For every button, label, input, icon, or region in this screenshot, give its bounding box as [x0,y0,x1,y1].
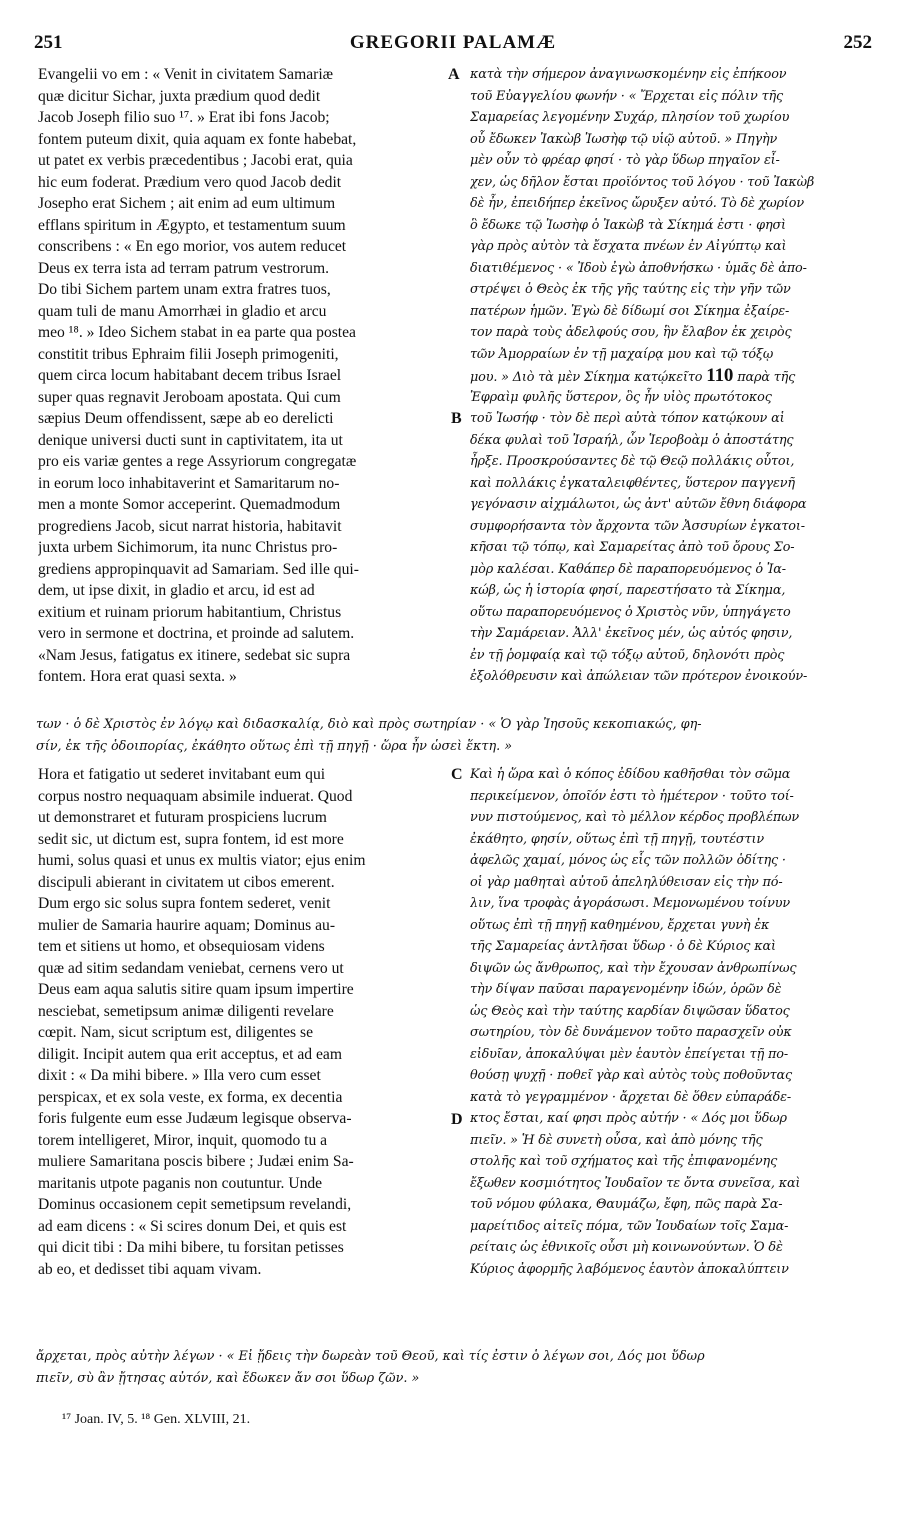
text-line: μου. » Διὸ τὰ μὲν Σίκημα κατῴκεῖτο 110 παρὰ τῆς [470,365,796,386]
left-page-number: 251 [34,32,63,53]
full-width-greek-top [36,714,886,757]
text-line: σίν, ἐκ τῆς ὁδοιπορίας, ἐκάθητο οὕτως ἐπὶ τῇ πηγῇ · ὥρα ἦν ὡσεὶ ἕκτη. » [36,738,513,754]
text-line: στολῆς καὶ τοῦ σχήματος καὶ τῆς ἐπιφανομένης [470,1154,778,1169]
text-line: οἱ γὰρ μαθηταὶ αὐτοῦ ἀπεληλύθεισαν εἰς τὴν πό- [470,874,783,890]
text-line: Deus eam aqua salutis sitire quam ipsum impertire [38,981,354,998]
text-line: Ἐφραὶμ φυλῆς ὕστερον, ὃς ἦν υἱὸς πρωτότοκος [470,389,772,405]
text-line: ἐν τῇ ῥομφαίᾳ καὶ τῷ τόξῳ αὐτοῦ, δηλονότι πρὸς [470,647,785,663]
text-line: πιεῖν, σὺ ἂν ᾔτησας αὐτόν, καὶ ἔδωκεν ἄν σοι ὕδωρ ζῶν. » [36,1370,420,1386]
text-line: maritanis utpote paganis non coutuntur. Unde [38,1174,323,1192]
text-line: θούσῃ ψυχῇ · ποθεῖ γὰρ καὶ αὐτὸς τοὺς ποθοῦντας [470,1068,793,1083]
text-line: μὲν οὖν τὸ φρέαρ φησί · τὸ γὰρ ὕδωρ πηγαῖον εἶ- [470,153,780,168]
text-line: sæpius Deum offendissent, sæpe ab eo derelicti [38,410,334,427]
text-line: ad eam dicens : « Si scires donum Dei, et quis est [38,1217,347,1235]
margin-marker-d: D [451,1111,463,1128]
text-line: fontem. Hora erat quasi sexta. » [38,668,237,685]
text-line: ἐκάθητο, φησίν, οὕτως ἐπὶ τῇ πηγῇ, τουτέστιν [470,831,764,847]
text-line: sedit sic, ut dictum est, supra fontem, id est more [38,830,344,848]
text-line: ὃ ἔδωκε τῷ Ἰωσὴφ ὁ Ἰακὼβ τὰ Σίκημά ἐστι · φησὶ [470,217,786,233]
text-line: qui dicit tibi : Da mihi bibere, tu forsitan petisses [38,1239,344,1256]
text-line: tem et sitiens ut homo, et obsequiosam videns [38,938,325,955]
text-line: foris fulgente eum esse Judæum legisque observa- [38,1110,352,1127]
text-line: dem, ut ipse dixit, in gladio et arcu, id est ad [38,582,315,599]
text-line: progrediens Jacob, sicut narrat historia, habitavit [38,517,342,535]
text-line: δὲ ἦν, ἐπειδήπερ ἐκεῖνος ὤρυξεν αὐτό. Τὸ δὲ χωρίον [470,196,804,211]
text-line: μαρείτιδος αἰτεῖς πόμα, τῶν Ἰουδαίων τοῖς Σαμα- [470,1218,789,1234]
text-line: ὡς Θεὸς καὶ τὴν ταύτης καρδίαν διψῶσαν ὕδατος [470,1003,790,1019]
text-line: ab eo, et dedisset tibi aquam vivam. [38,1260,262,1278]
text-line: hic eum foderat. Prædium vero quod Jacob dedit [38,173,342,191]
text-line: τῆς Σαμαρείας ἀντλῆσαι ὕδωρ · ὁ δὲ Κύριος καὶ [470,939,776,954]
text-line: συμφορήσαντα τὸν ἄρχοντα τῶν Ἀσσυρίων ἐγκατοι- [470,518,805,534]
footnote: ¹⁷ Joan. IV, 5. ¹⁸ Gen. XLVIII, 21. [62,1412,251,1427]
margin-marker-c: C [451,766,463,783]
text-line: quem circa locum habitabant decem tribus Israel [38,367,342,384]
right-page-number: 252 [843,32,872,53]
text-line: quæ ad sitim sedandam veniebat, cernens vero ut [38,959,344,977]
text-line: corpus nostro nequaquam absimile induerat. Quod [38,787,353,805]
text-line: νυν πιστούμενος, καὶ τὸ μέλλον κέρδος προβλέπων [470,810,800,825]
text-line: Evangelii vo em : « Venit in civitatem Samariæ [38,66,334,83]
text-line: ut demonstraret et futuram prospiciens lucrum [38,809,327,826]
text-line: οὗ ἔδωκεν Ἰακὼβ Ἰωσὴφ τῷ υἱῷ αὐτοῦ. » Πηγὴν [470,131,778,147]
text-line: fontem puteum dixit, quia aquam ex fonte habebat, [38,130,357,148]
text-line: Deus ex terra ista ad terram patrum vestrorum. [38,259,329,277]
text-line: nesciebat, semetipsum animæ diligenti revelare [38,1002,334,1020]
text-line: Josepho erat Sichem ; ait enim ad eum ultimum [38,195,336,212]
text-line: τοῦ Εὐαγγελίου φωνήν · « Ἔρχεται εἰς πόλιν τῆς [470,88,784,104]
text-line: διατιθέμενος · « Ἰδοὺ ἐγὼ ἀποθνήσκω · ὑμᾶς δὲ ἀπο- [470,260,807,276]
text-line: ἐξολόθρευσιν καὶ ἀπώλειαν τῶν πρότερον ἐνοικούν- [470,669,808,684]
text-line: ρείταις ὡς ἐθνικοῖς οὖσι μὴ κοινωνούντων. Ὁ δὲ [470,1240,783,1255]
text-line: quæ dicitur Sichar, juxta prædium quod dedit [38,87,321,105]
text-line: γὰρ πρὸς αὐτὸν τὰ ἔσχατα πνέων ἐν Αἰγύπτῳ καὶ [470,239,787,254]
text-line: εἰδυῖαν, ἀποκαλύψαι μὲν ἑαυτὸν ἐπείγεται τῇ πο- [470,1046,789,1062]
text-line: «Nam Jesus, fatigatus ex itinere, sedebat sic supra [38,646,351,664]
text-line: Σαμαρείας λεγομένην Συχάρ, πλησίον τοῦ χωρίου [470,110,790,125]
text-line: Jacob Joseph filio suo ¹⁷. » Erat ibi fons Jacob; [38,109,330,126]
running-title: GREGORII PALAMÆ [349,32,557,53]
text-line: κῆσαι τῷ τόπῳ, καὶ Σαμαρείτας ἀπὸ τοῦ ὄρους Σο- [470,540,795,555]
text-line: Dominus occasionem cepit semetipsum revelandi, [38,1196,352,1213]
text-line: λιν, ἵνα τροφὰς ἀγοράσωσι. Μεμονωμένου τοίνυν [470,896,791,911]
text-line: diligit. Incipit autem qua erit acceptus, et ad eam [38,1045,342,1063]
text-line: τὴν δίψαν παῦσαι παραγενομένην ἰδών, ὁρῶν δὲ [470,982,782,997]
text-line: ἦρξε. Προσκρούσαντες δὲ τῷ Θεῷ πολλάκις οὗτοι, [470,454,795,469]
text-line: οὕτω παραπορευόμενος ὁ Χριστὸς νῦν, ὑπηγάγετο [470,604,791,620]
text-line: τὴν Σαμάρειαν. Ἀλλ' ἐκεῖνος μέν, ὡς αὐτός φησιν, [470,626,793,641]
text-line: στρέψει ὁ Θεὸς ἐκ τῆς γῆς ταύτης εἰς τὴν γῆν τῶν [470,282,791,297]
text-line: in eorum loco inhabitaverint et Samaritarum no- [38,474,340,492]
text-line: τοῦ Ἰωσήφ · τὸν δὲ περὶ αὐτὰ τόπον κατῴκουν αἱ [470,411,785,426]
page-header [34,32,872,58]
text-line: κώβ, ὡς ἡ ἱστορία φησί, παρεστήσατο τὰ Σίκημα, [470,583,786,598]
greek-column-top [470,64,878,688]
text-line: juxta urbem Sichimorum, ita nunc Christus pro- [38,539,338,556]
text-line: καὶ πολλάκις ἐγκαταλειφθέντες, ὕστερον παγγενῆ [470,475,795,491]
text-line: grediens appropinquavit ad Samariam. Sed ille qui- [38,560,359,578]
text-line: μὸρ καλέσαι. Καθάπερ δὲ παραπορευόμενος ὁ Ἰα- [470,561,786,577]
text-line: χεν, ὡς δῆλον ἔσται προϊόντος τοῦ λόγου · τοῦ Ἰακὼβ [470,174,815,190]
text-line: ἄρχεται, πρὸς αὐτὴν λέγων · « Εἰ ᾔδεις τὴν δωρεὰν τοῦ Θεοῦ, καὶ τίς ἐστιν ὁ λέγων σοι, Δός μοι ὕδωρ [36,1349,705,1364]
text-line: διψῶν ὡς ἄνθρωπος, καὶ τὴν ἔχουσαν ἀνθρωπίνως [470,960,797,976]
latin-column-bottom [38,764,448,1280]
text-line: πιεῖν. » Ἡ δὲ συνετὴ οὖσα, καὶ ἀπὸ μόνης τῆς [470,1132,763,1148]
text-line: men a monte Somor acceperint. Quemadmodum [38,496,341,513]
text-line: humi, solus quasi et unus ex multis viator; ejus enim [38,852,366,869]
margin-marker-b: B [451,410,462,427]
text-line: torem intelligeret, Miror, inquit, quomodo tu a [38,1131,328,1149]
text-line: exitium et ruinam priorum habitantium, Christus [38,603,342,621]
text-line: κτος ἔσται, καί φησι πρὸς αὐτήν · « Δός μοι ὕδωρ [470,1111,787,1126]
text-line: meo ¹⁸. » Ideo Sichem stabat in ea parte qua postea [38,324,356,341]
text-line: τοῦ νόμου φύλακα, Θαυμάζω, ἔφη, πῶς παρὰ Σα- [470,1197,783,1212]
text-line: ἔξωθεν κοσμιότητος Ἰουδαῖον τε ὄντα συνεῖσα, καὶ [470,1175,801,1191]
text-line: Dum ergo sic solus supra fontem sederet, venit [38,895,331,912]
text-line: discipuli abierant in civitatem ut cibos emerent. [38,873,335,891]
text-line: conscribens : « En ego morior, vos autem reducet [38,238,347,255]
text-line: των · ὁ δὲ Χριστὸς ἐν λόγῳ καὶ διδασκαλίᾳ, διὸ καὶ πρὸς σωτηρίαν · « Ὁ γὰρ Ἰησοῦς κεκοπιακώς, φη- [36,717,702,732]
text-line: ut patet ex verbis præcedentibus ; Jacobi erat, quia [38,152,353,169]
text-line: δέκα φυλαὶ τοῦ Ἰσραήλ, ὧν Ἱεροβοὰμ ὁ ἀποστάτης [470,432,794,448]
text-line: ἀφελῶς χαμαί, μόνος ὡς εἷς τῶν πολλῶν ὁδίτης · [470,853,786,868]
text-line: efflans spiritum in Ægypto, et testamentum suum [38,216,346,234]
margin-marker-a: A [448,66,460,83]
text-line: Κύριος ἀφορμῆς λαβόμενος ἑαυτὸν ἀποκαλύπτειν [470,1261,789,1277]
text-line: σωτηρίου, τὸν δὲ δυνάμενον τοῦτο παρασχεῖν οὐκ [470,1025,792,1040]
text-line: muliere Samaritana poscis bibere ; Judæi enim Sa- [38,1153,354,1170]
text-line: γεγόνασιν αἰχμάλωτοι, ὡς ἀντ' αὐτῶν ἔθνη διάφορα [470,497,807,512]
text-line: super quas regnavit Jeroboam apostata. Qui cum [38,388,341,406]
text-line: quam tuli de manu Amorrhæi in gladio et arcu [38,302,327,320]
text-line: Hora et fatigatio ut sederet invitabant eum qui [38,766,326,783]
text-line: περικείμενον, ὁποῖόν ἐστι τὸ ἡμέτερον · τοῦτο τοί- [470,788,794,804]
full-width-greek-bottom [36,1346,886,1389]
text-line: κατὰ τὴν σήμερον ἀναγινωσκομένην εἰς ἐπήκοον [470,67,787,82]
text-line: perspicax, et ex sola veste, ex forma, ex decentia [38,1088,343,1106]
text-line: denique universi ducti sunt in captivitatem, ita ut [38,431,343,449]
text-line: πατέρων ἡμῶν. Ἐγὼ δὲ δίδωμί σοι Σίκημα ἐξαίρε- [470,303,790,319]
text-line: mulier de Samaria haurire aquam; Dominus au- [38,916,336,934]
text-line: cœpit. Nam, sicut scriptum est, diligentes se [38,1024,314,1041]
text-line: κατὰ τὸ γεγραμμένον · ἄρχεται δὲ ὅθεν εὐπαράδε- [470,1089,792,1105]
text-line: vero in sermone et doctrina, et proinde ad salutem. [38,625,355,642]
text-line: dixit : « Da mihi bibere. » Illa vero cum esset [38,1067,321,1084]
text-line: constitit tribus Ephraim filii Joseph primogeniti, [38,345,339,363]
text-line: τῶν Ἀμορραίων ἐν τῇ μαχαίρᾳ μου καὶ τῷ τόξῳ [470,346,774,362]
text-line: pro eis variæ gentes a rege Assyriorum congregatæ [38,453,357,470]
text-line: Do tibi Sichem partem unam extra fratres tuos, [38,281,331,298]
text-line: τον παρὰ τοὺς ἀδελφούς σου, ἣν ἔλαβον ἐκ χειρὸς [470,325,792,340]
text-line: οὕτως ἐπὶ τῇ πηγῇ καθημένου, ἔρχεται γυνὴ ἐκ [470,917,770,933]
text-line: Καὶ ἡ ὥρα καὶ ὁ κόπος ἐδίδου καθῆσθαι τὸν σῶμα [470,767,791,782]
latin-column-top [38,64,448,688]
greek-column-bottom [470,764,878,1280]
column-number: 110 [706,365,734,386]
